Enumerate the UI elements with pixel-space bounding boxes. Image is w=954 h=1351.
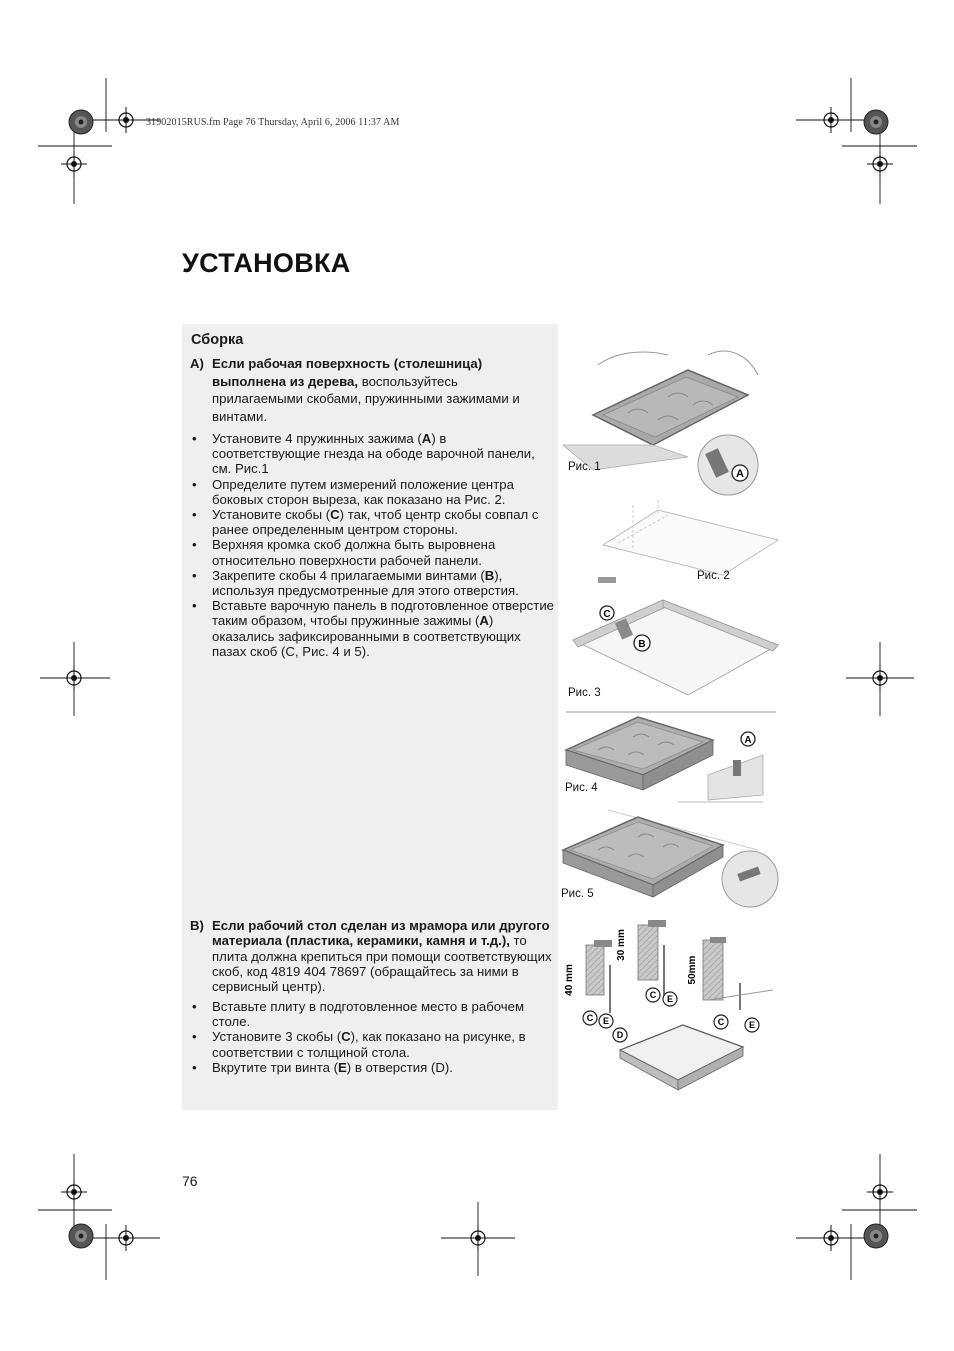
list-item: • Вставьте плиту в подготовленное место в рабочем столе.: [191, 999, 556, 1029]
color-target-icon: [864, 1224, 888, 1248]
file-header-info: 31902015RUS.fm Page 76 Thursday, April 6, 2006 11:37 AM: [146, 117, 400, 128]
svg-text:C: C: [717, 1017, 725, 1027]
figure-1-caption: Рис. 1: [568, 461, 601, 473]
color-target-icon: [864, 110, 888, 134]
color-target-icon: [69, 1224, 93, 1248]
registration-cross-icon: [61, 151, 87, 177]
list-item: • Верхняя кромка скоб должна быть выровнена относительно поверхности рабочей панели.: [191, 537, 556, 567]
figure-4-caption: Рис. 4: [565, 782, 598, 794]
registration-cross-icon: [113, 1225, 139, 1251]
part-a-lead-bold: Если рабочая поверхность (столешница) выполнена из дерева,: [212, 356, 483, 389]
list-item: • Вкрутите три винта (E) в отверстия (D).: [191, 1060, 556, 1075]
list-item: • Вставьте варочную панель в подготовленное отверстие таким образом, чтобы пружинные зажимы (A) оказались зафиксированными в соответствующих пазах скоб (C, Рис. 4 и 5).: [191, 598, 556, 659]
part-a-label: A): [190, 356, 204, 371]
figure-2-caption: Рис. 2: [697, 570, 730, 582]
registration-cross-icon: [867, 1179, 893, 1205]
svg-text:B: B: [638, 639, 646, 650]
svg-text:C: C: [586, 1013, 594, 1023]
registration-cross-icon: [61, 665, 87, 691]
list-item: • Установите скобы (C) так, чтоб центр скобы совпал с ранее определенным центром стороны.: [191, 507, 556, 537]
svg-text:A: A: [736, 468, 744, 480]
figure-5-caption: Рис. 5: [561, 888, 594, 900]
registration-cross-icon: [61, 1179, 87, 1205]
page-number: 76: [182, 1173, 198, 1189]
registration-cross-icon: [818, 1225, 844, 1251]
svg-text:50mm: 50mm: [687, 955, 698, 985]
color-target-icon: [69, 110, 93, 134]
svg-text:A: A: [744, 735, 752, 746]
registration-cross-icon: [867, 665, 893, 691]
list-item: • Закрепите скобы 4 прилагаемыми винтами (B), используя предусмотренные для этого отверстия.: [191, 568, 556, 598]
part-a-lead-rest: воспользуйтесь прилагаемыми скобами, пружинными зажимами и винтами.: [212, 373, 520, 424]
svg-text:C: C: [603, 609, 611, 620]
page-title: УСТАНОВКА: [182, 248, 351, 278]
svg-text:C: C: [649, 990, 657, 1000]
figure-3-caption: Рис. 3: [568, 687, 601, 699]
list-item: • Определите путем измерений положение центра боковых сторон выреза, как показано на Рис. 2.: [191, 477, 556, 507]
registration-cross-icon: [867, 151, 893, 177]
registration-cross-icon: [465, 1225, 491, 1251]
svg-text:30 mm: 30 mm: [616, 929, 627, 961]
registration-cross-icon: [113, 107, 139, 133]
part-b-lead-bold: Если рабочий стол сделан из мрамора или другого материала (пластика, керамики, камня и т.д.),: [212, 918, 550, 949]
list-item: • Установите 3 скобы (C), как показано на рисунке, в соответствии с толщиной стола.: [191, 1029, 556, 1059]
svg-text:E: E: [602, 1016, 610, 1026]
svg-text:D: D: [616, 1030, 624, 1040]
svg-text:40 mm: 40 mm: [564, 964, 575, 996]
svg-text:E: E: [748, 1020, 756, 1030]
part-b-lead-rest: то плита должна крепиться при помощи соответствующих скоб, код 4819 404 78697 (обращайтесь за ними в сервисный центр).: [212, 933, 552, 995]
part-b-label: B): [190, 918, 204, 933]
list-item: • Установите 4 пружинных зажима (A) в соответствующие гнезда на ободе варочной панели, см. Рис.1: [191, 431, 556, 477]
section-heading: Сборка: [191, 332, 244, 348]
svg-text:E: E: [666, 994, 674, 1004]
registration-cross-icon: [818, 107, 844, 133]
